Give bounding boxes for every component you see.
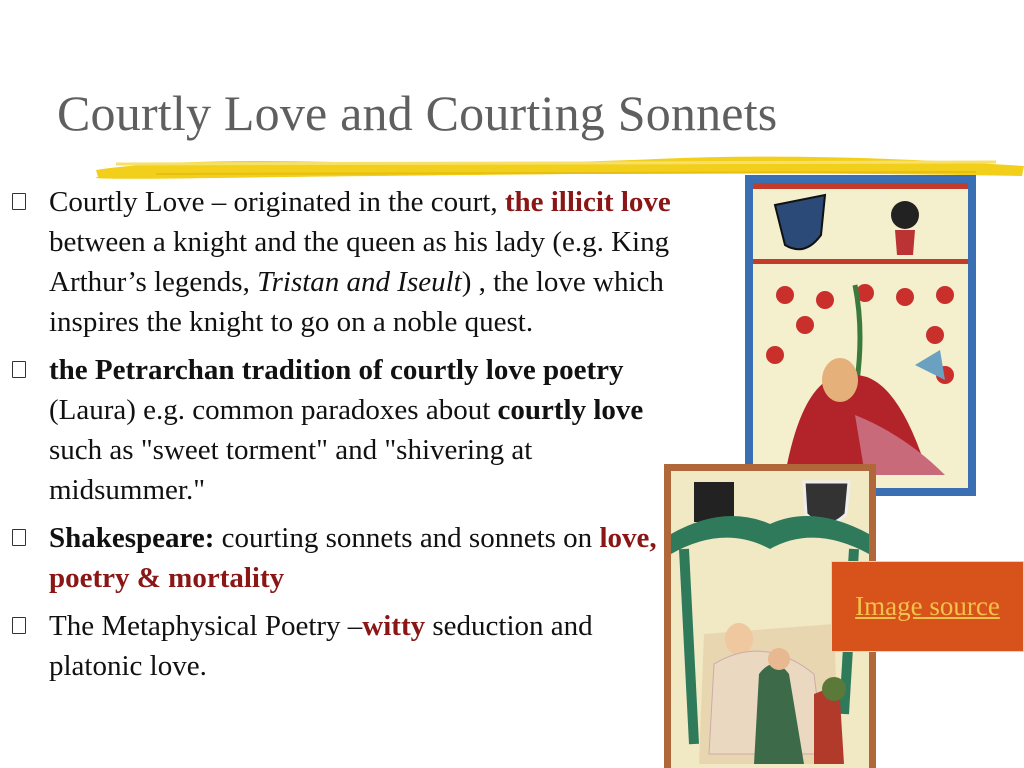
bullet-text: such as "sweet torment" and "shivering at midsummer."	[49, 434, 533, 506]
bullet-text: Courtly Love – originated in the court,	[49, 186, 505, 218]
bullet-text: Tristan and Iseult	[257, 266, 462, 298]
bullet-text: courtly love	[497, 394, 644, 426]
image-source-link[interactable]: Image source	[855, 591, 1000, 621]
bullet-text: love, poetry & mortality	[49, 522, 657, 594]
slide-title: Courtly Love and Courting Sonnets	[57, 85, 778, 141]
bullet-item	[8, 182, 680, 342]
bullet-box-icon	[12, 617, 26, 634]
bullet-item	[8, 518, 680, 598]
bullet-list	[8, 182, 680, 694]
bullet-text: courting sonnets and sonnets on	[214, 522, 600, 554]
bullet-box-icon	[12, 529, 26, 546]
bullet-text: witty	[362, 610, 426, 642]
bullet-text: (Laura) e.g. common paradoxes about	[49, 394, 498, 426]
bullet-text: Shakespeare:	[49, 522, 215, 554]
image-source-box	[831, 561, 1024, 652]
bullet-text: the Petrarchan tradition of courtly love poetry	[49, 354, 624, 386]
bullet-text: The Metaphysical Poetry –	[49, 610, 363, 642]
bullet-text: seduction and platonic love.	[49, 610, 593, 682]
bullet-text: ) , the love which inspires the knight to go on a noble quest.	[49, 266, 664, 338]
bullet-box-icon	[12, 193, 26, 210]
bullet-item	[8, 350, 680, 510]
manuscript-illustration-top	[745, 175, 976, 496]
bullet-box-icon	[12, 361, 26, 378]
bullet-item	[8, 606, 680, 686]
bullet-text: between a knight and the queen as his lady (e.g. King Arthur’s legends,	[49, 226, 670, 298]
bullet-text: the illicit love	[504, 186, 671, 218]
